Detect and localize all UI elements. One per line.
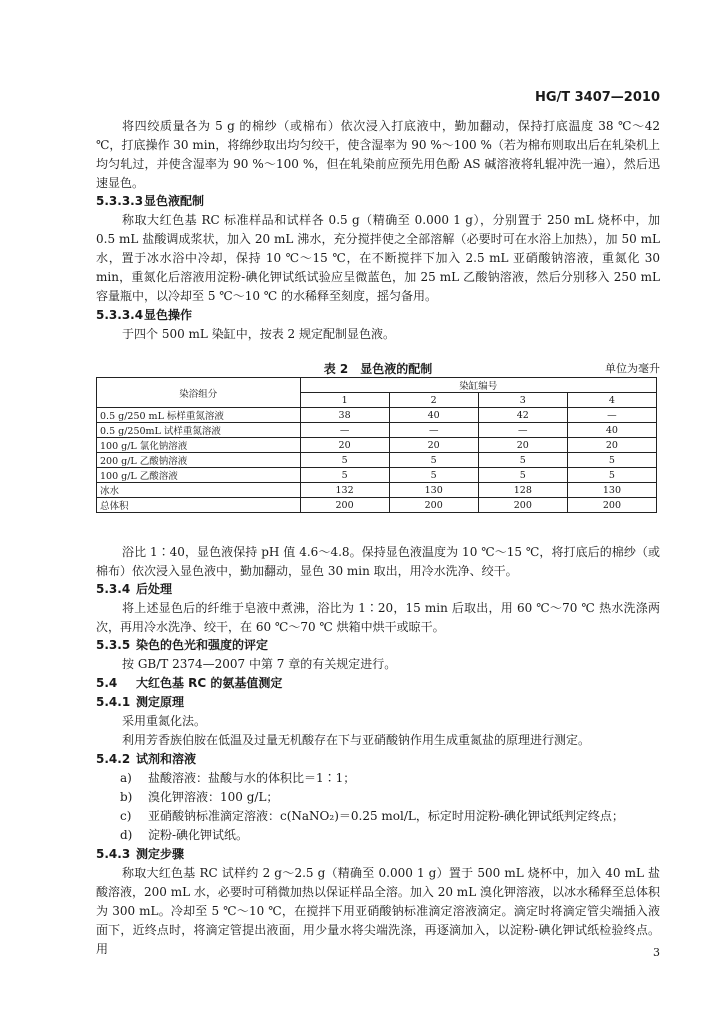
table-title: 表 2 显色液的配制 bbox=[323, 362, 433, 376]
table-cell: 20 bbox=[478, 438, 567, 453]
table-cell: 5 bbox=[389, 468, 478, 483]
list-text: 盐酸溶液：盐酸与水的体积比＝1∶1； bbox=[148, 771, 356, 785]
paragraph-color-solution-prep: 称取大红色基 RC 标准样品和试样各 0.5 g（精确至 0.000 1 g），分别置于 250 mL 烧杯中，加 0.5 mL 盐酸调成浆状，加入 20 mL 沸水，充分搅拌使之全部溶解（必要时可在水浴上加热），加 50 mL 水，置于冰水浴中冷却，保持 10 ℃～15 ℃，在不断搅拌下加入 2.5 mL 亚硝酸钠溶液，重氮化 30 min，重氮化后溶液用淀粉-碘化钾试纸试验应呈微蓝色，加 25 mL 乙酸钠溶液，然后分别移入 250 mL 容量瓶中，以冷却至 5 ℃～10 ℃ 的水稀释至刻度，摇匀备用。 bbox=[96, 213, 660, 303]
table-cell: — bbox=[300, 423, 389, 438]
section-5-4-3-heading bbox=[96, 845, 184, 864]
list-text: 溴化钾溶液：100 g/L； bbox=[148, 790, 279, 804]
color-solution-table bbox=[96, 377, 657, 513]
paragraph-color-operation: 于四个 500 mL 染缸中，按表 2 规定配制显色液。 bbox=[122, 327, 395, 341]
header-vat-number: 染缸编号 bbox=[300, 378, 656, 393]
table-row bbox=[97, 453, 657, 468]
reagent-list-item bbox=[120, 807, 624, 826]
row-label: 0.5 g/250 mL 标样重氮溶液 bbox=[97, 408, 301, 423]
table-cell: 200 bbox=[300, 498, 389, 513]
list-marker: c) bbox=[120, 809, 132, 823]
section-number: 5.4.3 bbox=[96, 847, 131, 861]
table-cell: 130 bbox=[567, 483, 656, 498]
section-number: 5.3.3.3 bbox=[96, 194, 144, 208]
table-cell: 200 bbox=[389, 498, 478, 513]
section-number: 5.4.2 bbox=[96, 752, 131, 766]
table-cell: 200 bbox=[478, 498, 567, 513]
paragraph-principle: 利用芳香族伯胺在低温及过量无机酸存在下与亚硝酸钠作用生成重氮盐的原理进行测定。 bbox=[122, 733, 591, 747]
paragraph-procedure: 称取大红色基 RC 试样约 2 g～2.5 g（精确至 0.000 1 g）置于 500 mL 烧杯中，加入 40 mL 盐酸溶液，200 mL 水，必要时可稍微加热以保证样品全溶。加入 20 mL 溴化钾溶液，以冰水稀释至总体积为 300 mL。冷却至 5 ℃～10 ℃，在搅拌下用亚硝酸钠标准滴定溶液滴定。滴定时将滴定管尖端插入液面下，近终点时，将滴定管提出液面，用少量水将尖端洗涤，再逐滴加入，以淀粉-碘化钾试纸检验终点。用 bbox=[96, 866, 660, 956]
page-number: 3 bbox=[653, 946, 660, 959]
table-cell: 20 bbox=[567, 438, 656, 453]
reagent-list-item bbox=[120, 788, 278, 807]
reagent-list-item bbox=[120, 826, 248, 845]
section-5-4-1-heading bbox=[96, 693, 184, 712]
list-marker: b) bbox=[120, 790, 133, 804]
reagent-list-item bbox=[120, 769, 355, 788]
list-text: 亚硝酸钠标准滴定溶液：c(NaNO₂)＝0.25 mol/L，标定时用淀粉-碘化钾试纸判定终点； bbox=[148, 809, 624, 823]
table-cell: 42 bbox=[478, 408, 567, 423]
row-label: 冰水 bbox=[97, 483, 301, 498]
section-title: 大红色基 RC 的氨基值测定 bbox=[136, 676, 283, 690]
table-cell: 40 bbox=[567, 423, 656, 438]
section-number: 5.3.5 bbox=[96, 638, 131, 652]
col-header: 1 bbox=[300, 393, 389, 408]
table-row bbox=[97, 408, 657, 423]
table-cell: 5 bbox=[389, 453, 478, 468]
table-cell: 5 bbox=[567, 468, 656, 483]
section-number: 5.3.4 bbox=[96, 582, 131, 596]
table-cell: 40 bbox=[389, 408, 478, 423]
row-label: 100 g/L 氯化钠溶液 bbox=[97, 438, 301, 453]
section-5-4-heading bbox=[96, 674, 282, 693]
table-cell: 132 bbox=[300, 483, 389, 498]
section-title: 测定原理 bbox=[136, 695, 185, 709]
col-header: 2 bbox=[389, 393, 478, 408]
row-label: 200 g/L 乙酸钠溶液 bbox=[97, 453, 301, 468]
row-label: 总体积 bbox=[97, 498, 301, 513]
list-text: 淀粉-碘化钾试纸。 bbox=[148, 828, 249, 842]
table-cell: 5 bbox=[300, 453, 389, 468]
section-title: 显色液配制 bbox=[144, 194, 205, 208]
section-title: 测定步骤 bbox=[136, 847, 185, 861]
paragraph-method: 采用重氮化法。 bbox=[122, 714, 207, 728]
table-cell: — bbox=[389, 423, 478, 438]
section-number: 5.4 bbox=[96, 676, 118, 690]
table-cell: — bbox=[478, 423, 567, 438]
section-number: 5.3.3.4 bbox=[96, 308, 144, 322]
section-5-3-3-4-heading bbox=[96, 306, 192, 325]
list-marker: a) bbox=[120, 771, 132, 785]
section-title: 染色的色光和强度的评定 bbox=[136, 638, 269, 652]
table-row bbox=[97, 423, 657, 438]
section-5-3-3-3-heading bbox=[96, 192, 204, 211]
table-cell: — bbox=[567, 408, 656, 423]
table-cell: 5 bbox=[567, 453, 656, 468]
table-header-row bbox=[97, 378, 657, 393]
table-cell: 5 bbox=[300, 468, 389, 483]
standard-code: HG/T 3407—2010 bbox=[534, 90, 660, 105]
section-5-3-5-heading bbox=[96, 636, 268, 655]
col-header: 4 bbox=[567, 393, 656, 408]
table-cell: 5 bbox=[478, 468, 567, 483]
table-cell: 128 bbox=[478, 483, 567, 498]
paragraph-post-treatment: 将上述显色后的纤维于皂液中煮沸，浴比为 1∶20，15 min 后取出，用 60 ℃～70 ℃ 热水洗涤两次，再用冷水洗净、绞干，在 60 ℃～70 ℃ 烘箱中烘干或晾干。 bbox=[96, 601, 660, 634]
section-title: 后处理 bbox=[136, 582, 173, 596]
section-5-3-4-heading bbox=[96, 580, 172, 599]
section-number: 5.4.1 bbox=[96, 695, 131, 709]
col-header: 3 bbox=[478, 393, 567, 408]
list-marker: d) bbox=[120, 828, 133, 842]
table-cell: 130 bbox=[389, 483, 478, 498]
section-5-4-2-heading bbox=[96, 750, 196, 769]
table-row bbox=[97, 468, 657, 483]
paragraph-bath-ratio: 浴比 1∶40，显色液保持 pH 值 4.6～4.8。保持显色液温度为 10 ℃～15 ℃，将打底后的棉纱（或棉布）依次浸入显色液中，勤加翻动，显色 30 min 取出，用冷水洗净、绞干。 bbox=[96, 545, 660, 578]
table-cell: 20 bbox=[389, 438, 478, 453]
table-cell: 5 bbox=[478, 453, 567, 468]
table-row bbox=[97, 498, 657, 513]
paragraph-base-dyeing: 将四绞质量各为 5 g 的棉纱（或棉布）依次浸入打底液中，勤加翻动，保持打底温度 38 ℃～42 ℃，打底操作 30 min，将绵纱取出均匀绞干，使含湿率为 90 %～100 %（若为棉布则取出后在轧染机上均匀轧过，并使含湿率为 90 %～100 %，但在轧染前应预先用色酚 AS 碱溶液将轧辊冲洗一遍），然后迅速显色。 bbox=[96, 119, 660, 190]
table-row bbox=[97, 438, 657, 453]
table-cell: 38 bbox=[300, 408, 389, 423]
table-cell: 20 bbox=[300, 438, 389, 453]
section-title: 试剂和溶液 bbox=[136, 752, 197, 766]
paragraph-evaluation: 按 GB/T 2374—2007 中第 7 章的有关规定进行。 bbox=[122, 657, 397, 671]
section-title: 显色操作 bbox=[144, 308, 193, 322]
table-unit: 单位为毫升 bbox=[605, 362, 660, 375]
table-cell: 200 bbox=[567, 498, 656, 513]
row-label: 100 g/L 乙酸溶液 bbox=[97, 468, 301, 483]
table-row bbox=[97, 483, 657, 498]
row-label: 0.5 g/250mL 试样重氮溶液 bbox=[97, 423, 301, 438]
header-components: 染浴组分 bbox=[97, 378, 301, 408]
